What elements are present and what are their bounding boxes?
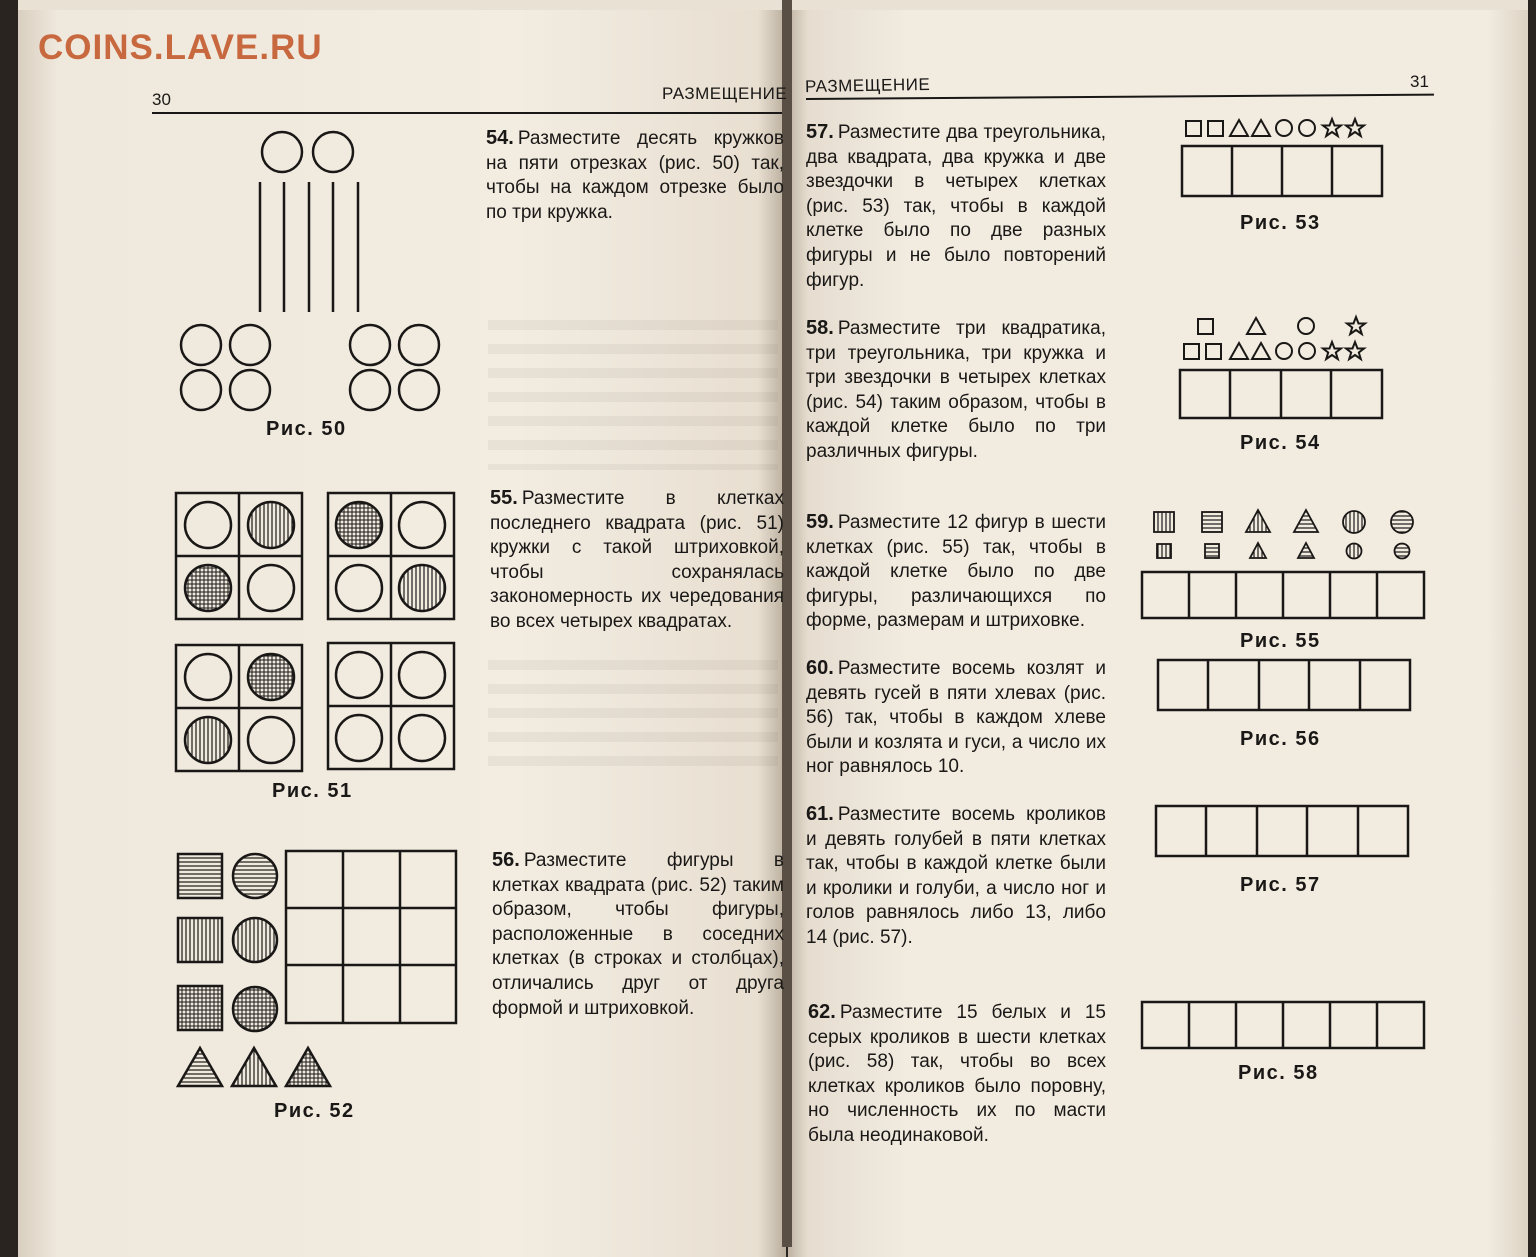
problem-57 bbox=[806, 120, 1106, 293]
square-grid bbox=[178, 986, 222, 1030]
circle bbox=[350, 370, 390, 410]
figure-53 bbox=[1180, 116, 1386, 200]
figure-55 bbox=[1140, 506, 1428, 622]
problem-number: 55. bbox=[490, 487, 518, 509]
problem-56 bbox=[492, 848, 784, 1021]
caption-fig-50: Рис. 50 bbox=[266, 418, 347, 440]
problem-55 bbox=[490, 486, 784, 635]
caption-fig-57: Рис. 57 bbox=[1240, 874, 1321, 896]
figure-56 bbox=[1156, 658, 1412, 714]
figure-54 bbox=[1178, 316, 1386, 422]
circle-vlines bbox=[233, 918, 277, 962]
problem-62 bbox=[808, 1000, 1106, 1149]
caption-fig-52: Рис. 52 bbox=[274, 1100, 355, 1122]
square-vlines bbox=[178, 918, 222, 962]
problem-number: 60. bbox=[806, 657, 834, 679]
target-grid bbox=[286, 851, 456, 1023]
triangle-vlines bbox=[232, 1048, 276, 1086]
figure-58 bbox=[1140, 1000, 1428, 1052]
problem-number: 56. bbox=[492, 849, 520, 871]
circle bbox=[399, 325, 439, 365]
left-page-number: 30 bbox=[152, 90, 171, 109]
circle bbox=[181, 370, 221, 410]
problem-number: 59. bbox=[806, 511, 834, 533]
caption-fig-55: Рис. 55 bbox=[1240, 630, 1321, 652]
figure-57 bbox=[1154, 804, 1410, 860]
circle bbox=[399, 370, 439, 410]
problem-number: 58. bbox=[806, 317, 834, 339]
problem-text: Разместите два треугольника, два квадрата, два кружка и две звездочки в четырех клетках (рис. 53) так, чтобы в каждой клетке было по две разных фигуры и не было повторений фигур. bbox=[806, 122, 1106, 291]
problem-text: Разместите восемь кроликов и девять голубей в пяти клетках так, чтобы в каждой клетке были и кролики и голуби, а число ног и голов равнялось либо 13, либо 14 (рис. 57). bbox=[806, 804, 1106, 948]
caption-fig-53: Рис. 53 bbox=[1240, 212, 1321, 234]
problem-text: Разместите десять кружков на пяти отрезках (рис. 50) так, чтобы на каждом отрезке было по три кружка. bbox=[486, 128, 784, 223]
circle-hlines bbox=[233, 854, 277, 898]
figure-50 bbox=[170, 126, 460, 416]
circle bbox=[350, 325, 390, 365]
problem-text: Разместите в клетках последнего квадрата (рис. 51) кружки с такой штриховкой, чтобы сохранялась закономерность их чередования во всех четырех квадратах. bbox=[490, 488, 784, 632]
problem-text: Разместите фигуры в клетках квадрата (рис. 52) таким образом, чтобы фигуры, расположенные в соседних клетках (в строках и столбцах), отличались друг от друга формой и штриховкой. bbox=[492, 850, 784, 1019]
problem-text: Разместите 15 белых и 15 серых кроликов в шести клетках (рис. 58) так, чтобы во всех клетках кроликов было поровну, но численность их по масти была неодинаковой. bbox=[808, 1002, 1106, 1146]
problem-text: Разместите три квадратика, три треугольника, три кружка и три звездочки в четырех клетках (рис. 54) таким образом, чтобы в каждой клетке было по три различных фигуры. bbox=[806, 318, 1106, 462]
left-header-rule bbox=[152, 112, 782, 114]
problem-61 bbox=[806, 802, 1106, 951]
figure-51 bbox=[174, 490, 458, 772]
problem-text: Разместите 12 фигур в шести клетках (рис. 55) так, чтобы в каждой клетке было по две фигуры, различающихся по форме, размерам и штриховке. bbox=[806, 512, 1106, 632]
caption-fig-58: Рис. 58 bbox=[1238, 1062, 1319, 1084]
circle-grid bbox=[233, 987, 277, 1031]
triangle-hlines bbox=[178, 1048, 222, 1086]
problem-number: 61. bbox=[806, 803, 834, 825]
caption-fig-51: Рис. 51 bbox=[272, 780, 353, 802]
circle bbox=[313, 132, 353, 172]
problem-59 bbox=[806, 510, 1106, 634]
caption-fig-54: Рис. 54 bbox=[1240, 432, 1321, 454]
left-running-head: РАЗМЕЩЕНИЕ bbox=[662, 84, 788, 103]
circle bbox=[262, 132, 302, 172]
problem-58 bbox=[806, 316, 1106, 465]
problem-54 bbox=[486, 126, 784, 225]
problem-text: Разместите восемь козлят и девять гусей в пяти хлевах (рис. 56) так, чтобы в каждом хлеве были и козлята и гуси, а число их ног равнялось 10. bbox=[806, 658, 1106, 778]
bleed-through bbox=[488, 320, 778, 470]
bleed-through bbox=[488, 660, 778, 780]
problem-60 bbox=[806, 656, 1106, 780]
caption-fig-56: Рис. 56 bbox=[1240, 728, 1321, 750]
figure-52 bbox=[176, 848, 460, 1090]
circle bbox=[230, 325, 270, 365]
square-hlines bbox=[178, 854, 222, 898]
circle bbox=[230, 370, 270, 410]
problem-number: 54. bbox=[486, 127, 514, 149]
right-page-number: 31 bbox=[1410, 72, 1429, 91]
right-running-head: РАЗМЕЩЕНИЕ bbox=[804, 74, 931, 97]
watermark: COINS.LAVE.RU bbox=[38, 28, 323, 67]
triangle-grid bbox=[286, 1048, 330, 1086]
problem-number: 57. bbox=[806, 121, 834, 143]
problem-number: 62. bbox=[808, 1001, 836, 1023]
circle bbox=[181, 325, 221, 365]
